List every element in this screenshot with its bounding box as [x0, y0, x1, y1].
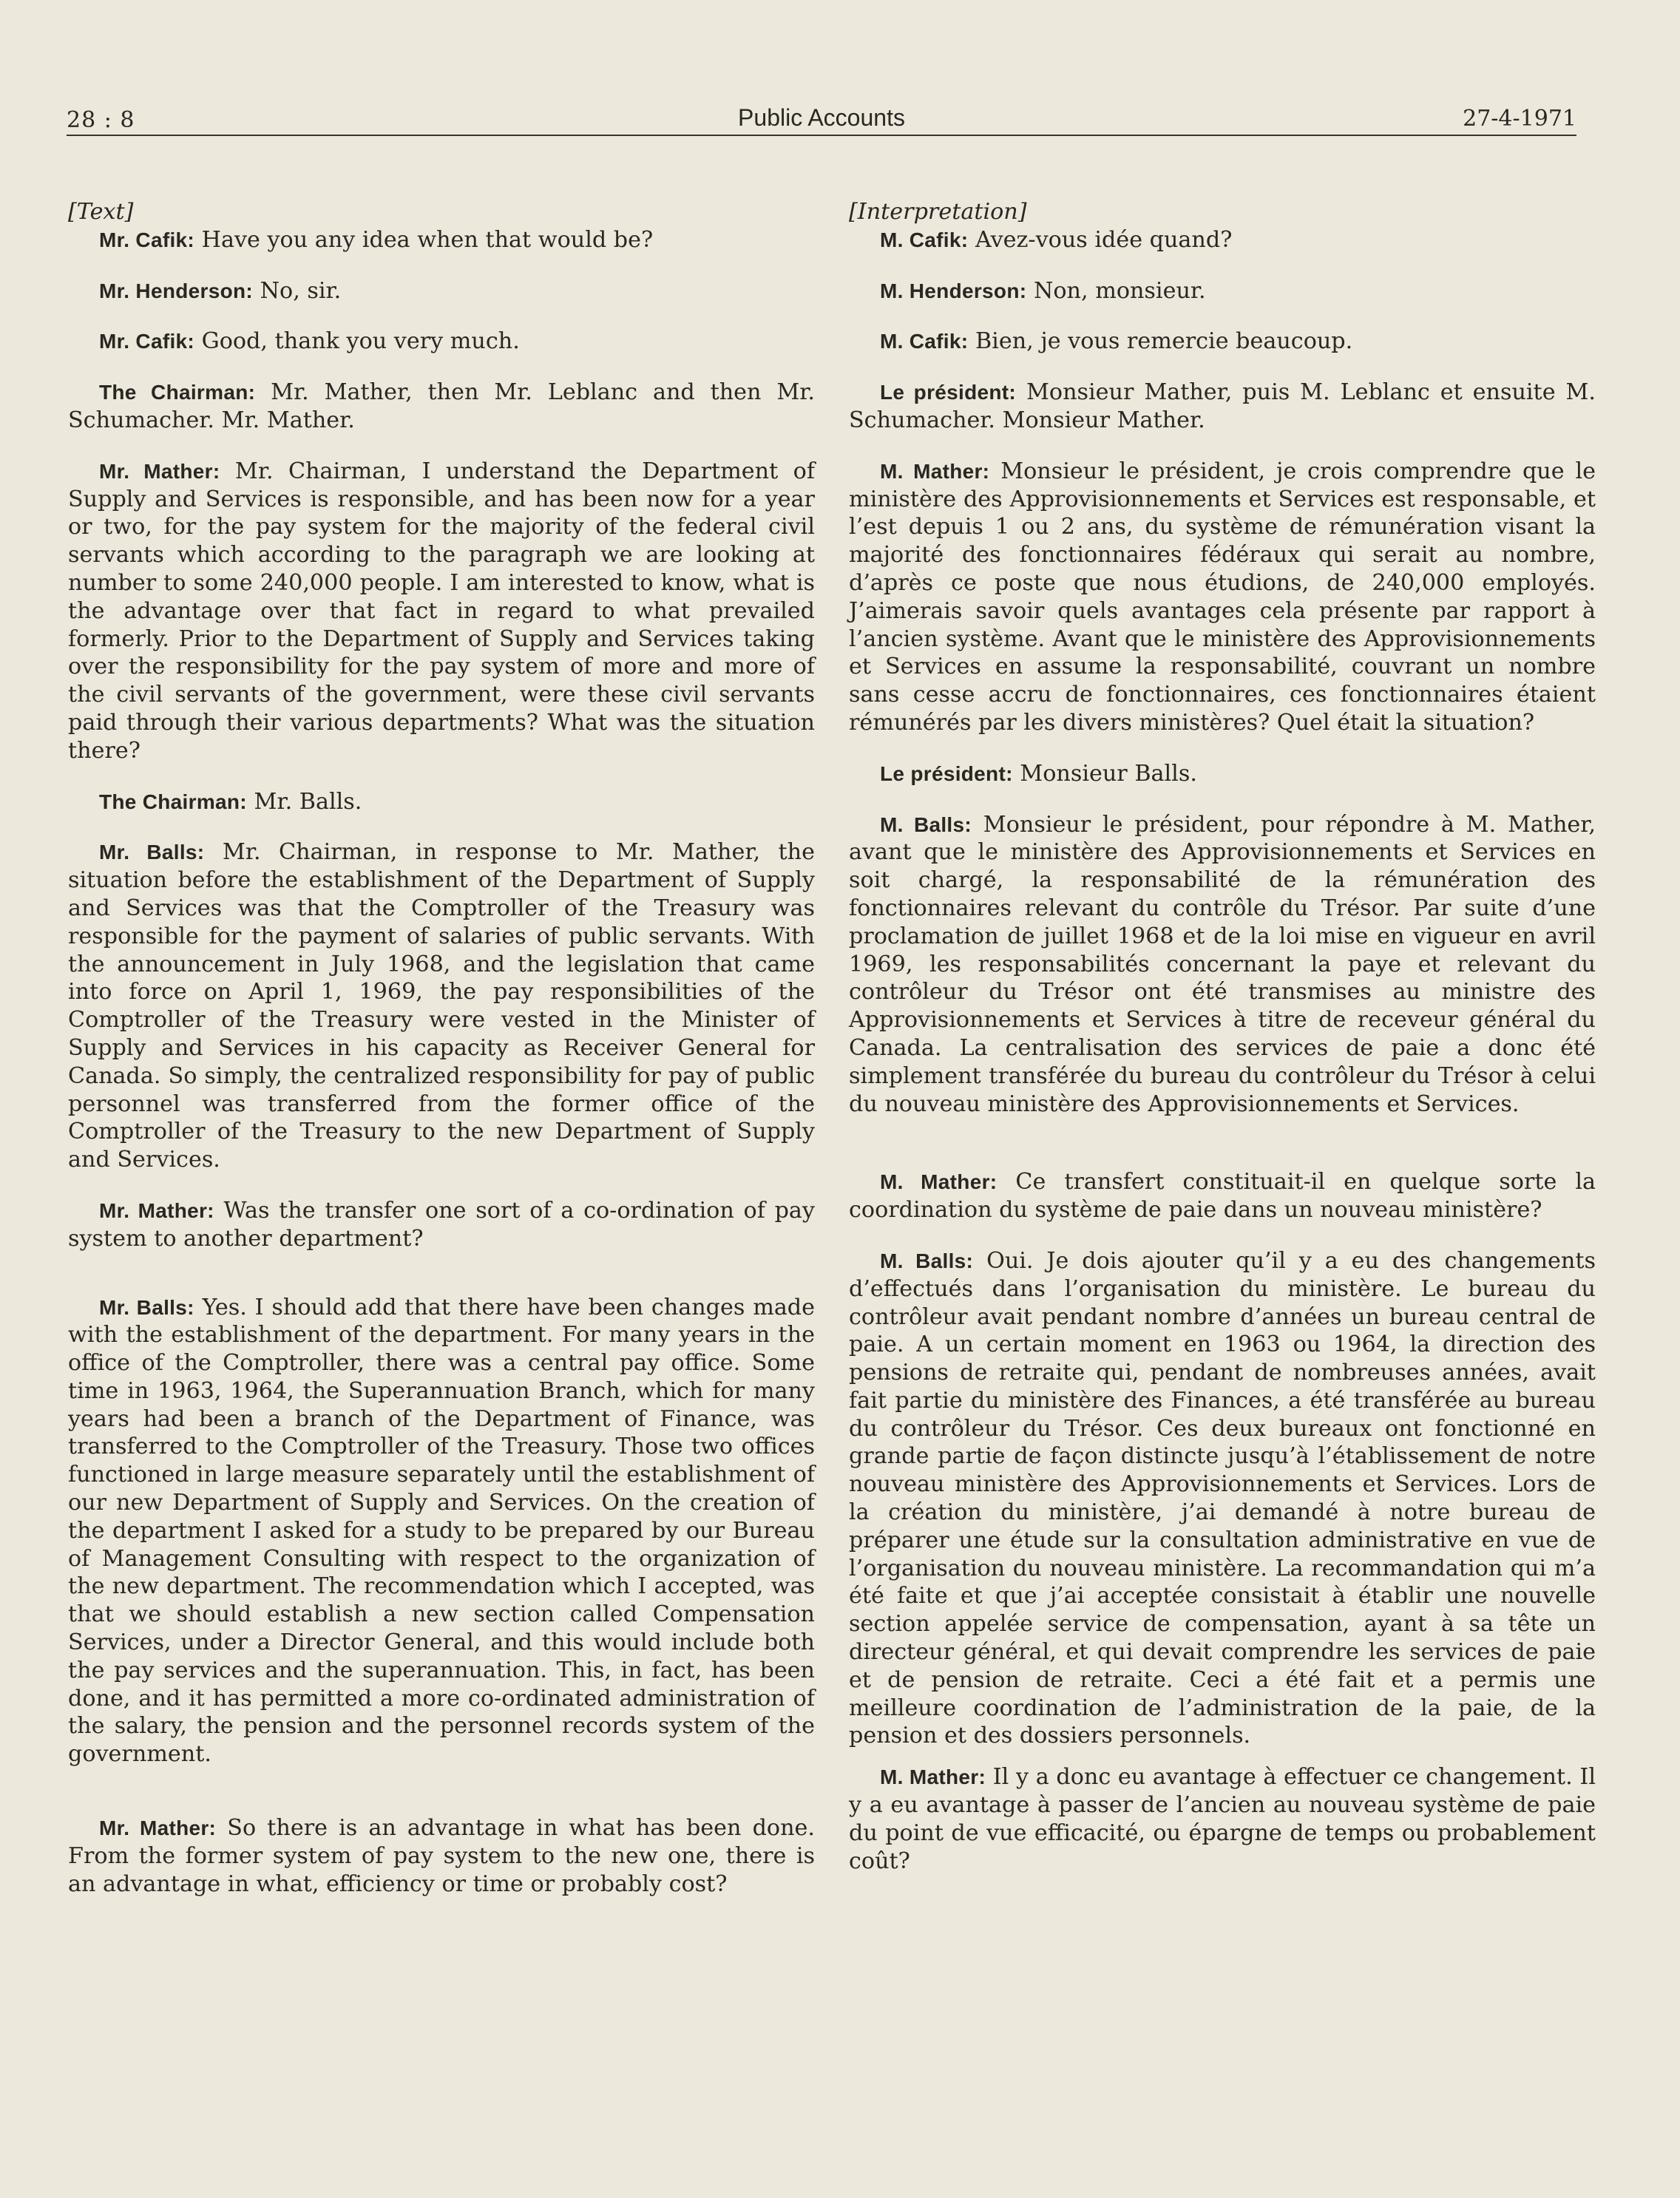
speech-text: No, sir. — [260, 277, 342, 304]
speech-paragraph — [68, 379, 815, 435]
speech-text: Mr. Mather, then Mr. Leblanc and then Mr. Schumacher. Mr. Mather. — [68, 379, 815, 433]
speaker-label: M. Balls: — [880, 1249, 974, 1272]
speaker-label: M. Cafik: — [880, 228, 969, 251]
speaker-label: M. Mather: — [880, 459, 990, 483]
speaker-label: M. Mather: — [880, 1765, 986, 1789]
header-rule — [67, 135, 1576, 136]
speech-paragraph — [68, 838, 815, 1174]
speaker-label: Le président: — [880, 381, 1017, 404]
speech-paragraph — [68, 277, 815, 305]
speaker-label: Mr. Cafik: — [99, 228, 195, 251]
speech-paragraph — [849, 379, 1596, 435]
speech-text: Monsieur le président, je crois comprendre que le ministère des Approvisionnements et Services est responsable, et l’est depuis 1 ou 2 ans, du système de rémunération visant la majorité des fonctionnaires fédéraux qui serait au nombre, d’après ce poste que nous étudions, de 240,000 employés. J’aimerais savoir quels avantages cela présente par rapport à l’ancien système. Avant que le ministère des Approvisionnements et Services en assume la responsabilité, couvrant un nombre sans cesse accru de fonctionnaires, ces fonctionnaires étaient rémunérés par les divers ministères? Quel était la situation? — [849, 458, 1596, 736]
speech-text: Il y a donc eu avantage à effectuer ce changement. Il y a eu avantage à passer de l’ancien au nouveau système de paie du point de vue efficacité, ou épargne de temps ou probablement coût? — [849, 1764, 1596, 1874]
section-tag: [Interpretation] — [849, 199, 1027, 225]
page-header — [67, 104, 1576, 136]
speech-paragraph — [849, 328, 1596, 356]
speaker-label: Mr. Balls: — [99, 1295, 194, 1319]
speech-text: Monsieur le président, pour répondre à M. Mather, avant que le ministère des Approvisionnements et Services en soit chargé, la responsabilité de la rémunération des fonctionnaires relevant du contrôle du Trésor. Par suite d’une proclamation de juillet 1968 et de la loi mise en vigueur en avril 1969, les responsabilités concernant la paye et relevant du contrôleur du Trésor ont été transmises au ministre des Approvisionnements et Services à titre de receveur général du Canada. La centralisation des services de paie a donc été simplement transférée du bureau du contrôleur du Trésor à celui du nouveau ministère des Approvisionnements et Services. — [849, 811, 1596, 1117]
speaker-label: Le président: — [880, 762, 1013, 785]
speech-paragraph — [68, 1197, 815, 1253]
speaker-label: The Chairman: — [99, 381, 256, 404]
speech-paragraph — [849, 277, 1596, 305]
speaker-label: Mr. Cafik: — [99, 330, 195, 353]
speech-text: Oui. Je dois ajouter qu’il y a eu des changements d’effectués dans l’organisation du ministère. Le bureau du contrôleur avait pendant nombre d’années un bureau central de paie. A un certain moment en 1963 ou 1964, la direction des pensions de retraite qui, pendant de nombreuses années, avait fait partie du ministère des Finances, a été transférée au bureau du contrôleur du Trésor. Ces deux bureaux ont fonctionné en grande partie de façon distincte jusqu’à l’établissement de notre nouveau ministère des Approvisionnements et Services. Lors de la création du ministère, j’ai demandé à notre bureau de préparer une étude sur la consultation administrative en vue de l’organisation du nouveau ministère. La recommandation qui m’a été faite et que j’ai acceptée consistait à établir une nouvelle section appelée service de compensation, ayant à sa tête un directeur général, et qui devait comprendre les services de paie et de pension de retraite. Ceci a été fait et a permis une meilleure coordination de l’administration de la paie, de la pension et des dossiers personnels. — [849, 1247, 1596, 1749]
speech-text: Have you any idea when that would be? — [201, 226, 654, 253]
speaker-label: Mr. Balls: — [99, 841, 205, 864]
french-column — [849, 198, 1596, 1875]
english-column — [68, 198, 815, 1898]
speech-paragraph — [849, 1168, 1596, 1224]
speech-paragraph — [68, 328, 815, 356]
speech-text: Avez-vous idée quand? — [975, 226, 1233, 253]
speech-text: Monsieur Balls. — [1020, 760, 1197, 787]
speaker-label: M. Cafik: — [880, 330, 969, 353]
speech-paragraph — [849, 1247, 1596, 1750]
speech-paragraph — [849, 760, 1596, 788]
speaker-label: Mr. Mather: — [99, 459, 220, 483]
speech-text: Non, monsieur. — [1033, 277, 1206, 304]
speech-paragraph — [68, 1294, 815, 1769]
speech-paragraph — [849, 1763, 1596, 1875]
speech-text: Mr. Chairman, I understand the Department of Supply and Services is responsible, and has been now for a year or two, for the pay system for the majority of the federal civil servants which according to the paragraph we are looking at number to some 240,000 people. I am interested to know, what is the advantage over that fact in regard to what prevailed formerly. Prior to the Department of Supply and Services taking over the responsibility for the pay system of more and more of the civil servants of the government, were these civil servants paid through their various departments? What was the situation there? — [68, 458, 815, 764]
speech-paragraph — [849, 226, 1596, 254]
speech-paragraph — [68, 458, 815, 765]
speech-paragraph — [68, 1814, 815, 1898]
page-number: 28 : 8 — [67, 107, 135, 133]
speech-paragraph — [849, 811, 1596, 1119]
speaker-label: Mr. Henderson: — [99, 279, 254, 302]
speaker-label: Mr. Mather: — [99, 1198, 214, 1222]
speech-text: Monsieur Mather, puis M. Leblanc et ensuite M. Schumacher. Monsieur Mather. — [849, 379, 1596, 433]
speaker-label: M. Balls: — [880, 813, 972, 836]
section-tag: [Text] — [68, 199, 134, 225]
speech-text: Bien, je vous remercie beaucoup. — [975, 328, 1353, 355]
speaker-label: The Chairman: — [99, 790, 247, 813]
speech-paragraph — [849, 458, 1596, 737]
speaker-label: Mr. Mather: — [99, 1817, 217, 1840]
speaker-label: M. Mather: — [880, 1170, 998, 1194]
speech-text: Ce transfert constituait-il en quelque sorte la coordination du système de paie dans un nouveau ministère? — [849, 1169, 1596, 1224]
speech-text: Mr. Chairman, in response to Mr. Mather, the situation before the establishment of the Department of Supply and Services was that the Comptroller of the Treasury was responsible for the payment of salaries of public servants. With the announcement in July 1968, and the legislation that came into force on April 1, 1969, the pay responsibilities of the Comptroller of the Treasury were vested in the Minister of Supply and Services in his capacity as Receiver General for Canada. So simply, the centralized responsibility for pay of public personnel was transferred from the former office of the Comptroller of the Treasury to the new Department of Supply and Services. — [68, 839, 815, 1173]
speech-text: Was the transfer one sort of a co-ordination of pay system to another department? — [68, 1197, 815, 1252]
speech-text: So there is an advantage in what has been done. From the former system of pay system to the new one, there is an advantage in what, efficiency or time or probably cost? — [68, 1815, 815, 1897]
speech-paragraph — [68, 226, 815, 254]
header-date: 27-4-1971 — [1463, 106, 1576, 132]
speech-text: Good, thank you very much. — [201, 328, 520, 355]
running-title: Public Accounts — [738, 104, 905, 131]
speaker-label: M. Henderson: — [880, 279, 1027, 302]
speech-text: Mr. Balls. — [254, 788, 362, 815]
speech-paragraph — [68, 788, 815, 816]
speech-text: Yes. I should add that there have been changes made with the establishment of the department. For many years in the office of the Comptroller, there was a central pay office. Some time in 1963, 1964, the Superannuation Branch, which for many years had been a branch of the Department of Finance, was transferred to the Comptroller of the Treasury. Those two offices functioned in large measure separately until the establishment of our new Department of Supply and Services. On the creation of the department I asked for a study to be prepared by our Bureau of Management Consulting with respect to the organization of the new department. The recommendation which I accepted, was that we should establish a new section called Compensation Services, under a Director General, and this would include both the pay services and the superannuation. This, in fact, has been done, and it has permitted a more co-ordinated administration of the salary, the pension and the personnel records system of the government. — [68, 1294, 816, 1768]
